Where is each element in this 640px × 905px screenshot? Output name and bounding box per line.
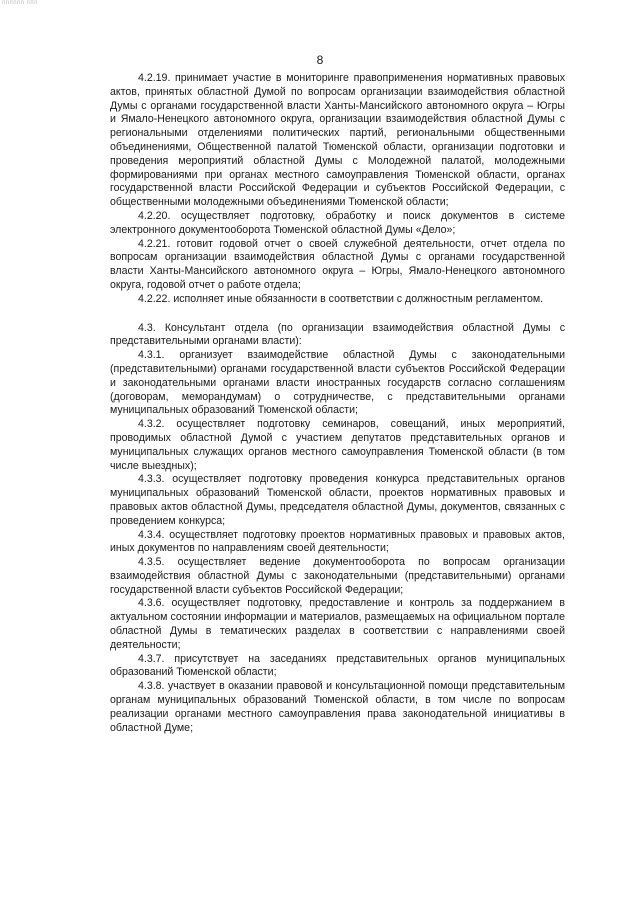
paragraph-4-2-19: 4.2.19. принимает участие в мониторинге правоприменения нормативных правовых актов, принятых областной Думой по вопросам организации взаимодействия областной Думы с органами государственной власти Ханты-Мансийского автономного округа – Югры и Ямало-Ненецкого автономного округа, организации взаимодействия областной Думы с региональными отделениями политических партий, региональными общественными объединениями, Общественной палатой Тюменской области, организации подготовки и проведения мероприятий областной Думы с Молодежной палатой, молодежными формированиями при органах местного самоуправления Тюменской области, органах государственной власти Российской Федерации и субъектов Российской Федерации, с общественными молодежными объединениями Тюменской области; [110, 72, 565, 209]
paragraph-4-3-8: 4.3.8. участвует в оказании правовой и консультационной помощи представительным органам муниципальных образований Тюменской области, в том числе по вопросам реализации органами местного самоуправления права законодательной инициативы в областной Думе; [110, 680, 565, 734]
page-number: 8 [316, 53, 324, 67]
paragraph-4-2-20: 4.2.20. осуществляет подготовку, обработку и поиск документов в системе электронного документооборота Тюменской областной Думы «Дело»; [110, 209, 565, 236]
scan-corner-mark: пппппп ппп [2, 0, 38, 6]
paragraph-4-3-1: 4.3.1. организует взаимодействие областной Думы с законодательными (представительными) органами государственной власти субъектов Российской Федерации и законодательными органами власти иностранных государств согласно соглашениям (договорам, меморандумам) о сотрудничестве, с представительными органами муниципальных образований Тюменской области; [110, 349, 565, 417]
paragraph-4-2-21: 4.2.21. готовит годовой отчет о своей служебной деятельности, отчет отдела по вопросам организации взаимодействия областной Думы с органами государственной власти Ханты-Мансийского автономного округа – Югры, Ямало-Ненецкого автономного округа, годовой отчет о работе отдела; [110, 237, 565, 291]
paragraph-4-3-5: 4.3.5. осуществляет ведение документооборота по вопросам организации взаимодействия областной Думы с законодательными (представительными) органами государственной власти субъектов Российской Федерации; [110, 556, 565, 596]
paragraph-4-3-6: 4.3.6. осуществляет подготовку, предоставление и контроль за поддержанием в актуальном состоянии информации и материалов, размещаемых на официальном портале областной Думы в тематических разделах в соответствии с направлениями своей деятельности; [110, 597, 565, 651]
paragraph-4-3-7: 4.3.7. присутствует на заседаниях представительных органов муниципальных образований Тюменской области; [110, 652, 565, 679]
paragraph-4-3-4: 4.3.4. осуществляет подготовку проектов нормативных правовых и правовых актов, иных документов по направлениям своей деятельности; [110, 528, 565, 555]
paragraph-4-3-2: 4.3.2. осуществляет подготовку семинаров, совещаний, иных мероприятий, проводимых областной Думой с участием депутатов представительных органов и муниципальных служащих органов местного самоуправления Тюменской области (в том числе выездных); [110, 418, 565, 472]
paragraph-4-2-22: 4.2.22. исполняет иные обязанности в соответствии с должностным регламентом. [138, 292, 544, 305]
document-body [110, 72, 565, 735]
paragraph-4-3-3: 4.3.3. осуществляет подготовку проведения конкурса представительных органов муниципальных образований Тюменской области, проектов нормативных правовых и правовых актов областной Думы, председателя областной Думы, документов, связанных с проведением конкурса; [110, 473, 565, 527]
paragraph-4-3: 4.3. Консультант отдела (по организации взаимодействия областной Думы с представительными органами власти): [110, 321, 565, 348]
